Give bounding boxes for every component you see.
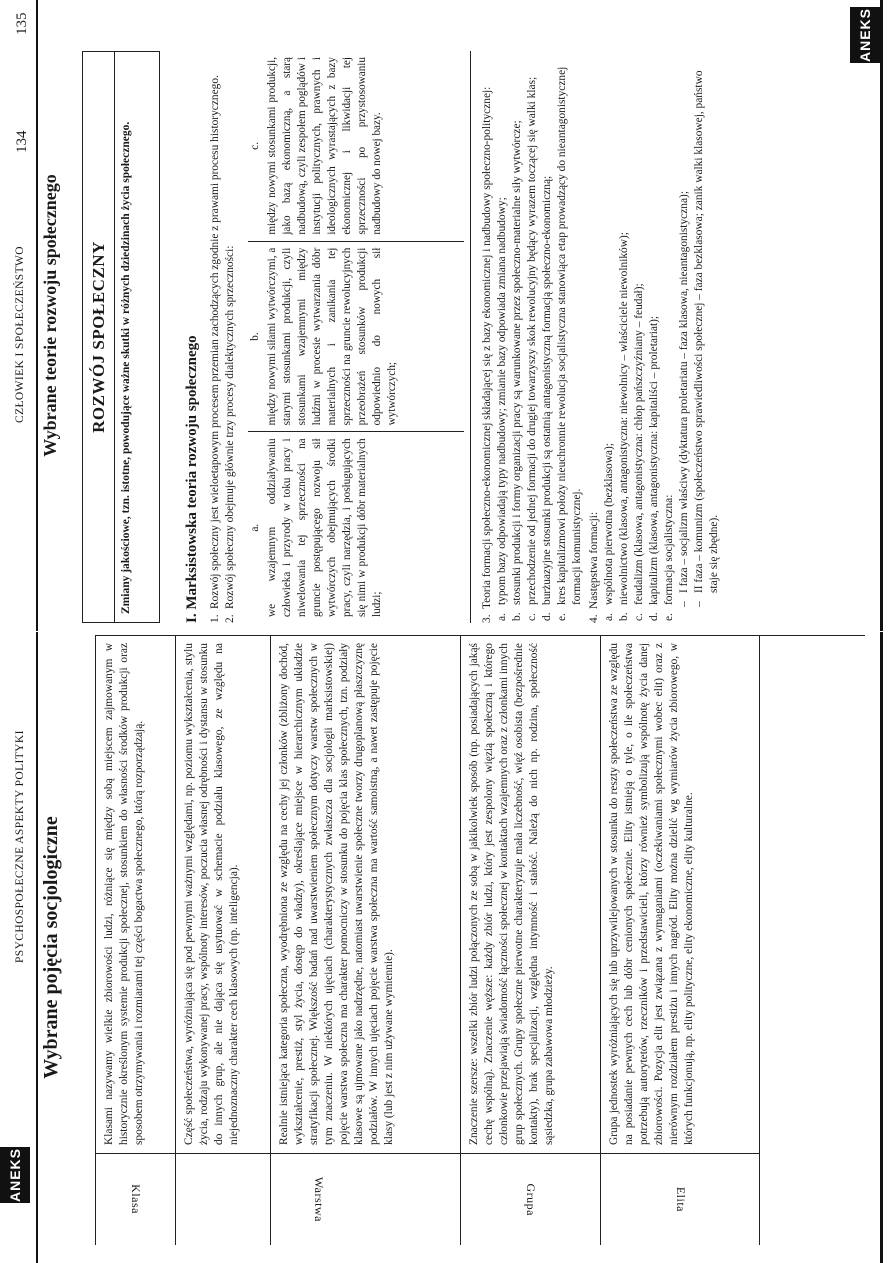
row-elita: [600, 635, 760, 1245]
point-3: 3. Teoria formacji społeczno-ekonomicznej składającej się z bazy ekonomicznej i nadbudowy społeczno-politycznej:: [481, 86, 493, 623]
row-text-warstwa-2: Realnie istniejąca kategoria społeczna, wyodrębniona ze względu na cechy jej członków (zbliżony dochód, wykształcenie, prestiż, styl życia, dostęp do władzy), określające miejsce w hierarchicznym układzie stratyfikacji społecznej. Większość badań nad uwarstwieniem społecznym dotyczy warstw społecznych w tym znaczeniu. W niektórych ujęciach (charakterystycznych zwłaszcza dla socjologii marksistowskiej) pojęcie warstwa społeczna ma charakter pomocniczy w stosunku do pojęcia klas społecznych, tzn. podziały klasowe są ujmowane jako nadrzędne, natomiast uwarstwienie społeczne tworzy drugoplanową płaszczyznę podziałów. W innych ujęciach pojęcie warstwa społeczna ma wartość samoistną, a nawet zastępuje pojęcie klasy (lub jest z nim używane wymiennie).: [278, 643, 395, 1145]
points-3-4: [480, 51, 722, 623]
process-b: b. między nowymi siłami wytwórczymi, a starymi stosunkami produkcji, czyli stosunkami wzajemnymi między ludźmi w procesie wytwarzania dóbr materialnych i zanikania tej sprzeczności na gruncie rewolucyjnych przeobrażeń stosunków produkcji odpowiednio do nowych sił wytwórczych;: [248, 242, 464, 433]
row-klasa: [95, 635, 175, 1245]
row-label-elita: Elita: [601, 1153, 759, 1245]
row-label-warstwa: Warstwa: [176, 1153, 461, 1245]
aneks-tab-left: ANEKS: [0, 1147, 30, 1203]
row-text-grupa: Znaczenie szersze: wszelki zbiór ludzi połączonych ze sobą w jakikolwiek sposób (np. posiadających jakąś cechę wspólną). Znaczenie węższe: każdy zbiór ludzi, który jest zespolony więzią społeczną i którego członkowie przejawiają świadomość łączności społecznej w kontaktach wzajemnych oraz z członkami innych grup społecznych. Grupy społeczne pierwotne charakteryzuje mała liczebność, więź osobista (bezpośrednie kontakty), brak specjalizacji, względna intymność i stałość. Należą do nich np. rodzina, społeczność sąsiedzka, grupa zabawowa młodzieży.: [468, 643, 555, 1145]
point-1: 1. Rozwój społeczny jest wieloetapowym procesem przemian zachodzących zgodnie z prawami procesu historycznego.: [209, 75, 221, 623]
point-3-b: b. stosunki produkcji i formy organizacji pracy są warunkowane przez społeczno-materialne siły wytwórcze;: [511, 120, 523, 621]
process-a: a. we wzajemnym oddziaływaniu człowieka i przyrody w toku pracy i niwelowania tej sprzeczności na gruncie postępującego rozwoju sił wytwórczych obejmujących środki pracy, czyli narzędzia, i posługujących się nimi w produkcji dóbr materialnych ludzi;: [249, 438, 383, 617]
rozwoj-heading: ROZWÓJ SPOŁECZNY: [83, 52, 115, 622]
phase-1: – I faza – socjalizm właściwy (dyktatura proletariatu – faza klasowa, nieantagonistyczna);: [678, 191, 690, 607]
point-3-e: e. kres kapitalizmowi położy nieuchronnie rewolucja socjalistyczna stanowiąca etap prowadzący do nieantagonistycznej formacji komunistycznej.: [556, 66, 583, 621]
point-4-b: b. niewolnictwo (klasowa, antagonistyczna: niewolnicy – właściciele niewolników);: [618, 232, 630, 621]
page-title-right: Wybrane teorie rozwoju społecznego: [40, 174, 60, 457]
row-label-klasa: Klasa: [96, 1153, 175, 1245]
page-number-right: 135: [14, 12, 30, 35]
point-3-c: c. przechodzenie od jednej formacji do drugiej towarzyszy skok rewolucyjny będący wyrazem toczącej się walki klas;: [526, 76, 538, 621]
row-text-klasa: Klasami nazywamy wielkie zbiorowości ludzi, różniące się między sobą miejscem zajmowanym w historycznie określonym systemie produkcji społecznej, stosunkiem do własności środków produkcji oraz sposobem otrzymywania i rozmiarami tej części bogactwa społecznego, którą rozporządzają.: [103, 643, 145, 1145]
point-3-d: d. burżuazyjne stosunki produkcji są ostatnią antagonistyczną formacją społeczno-ekonomiczną;: [541, 175, 553, 621]
aneks-tab-right: ANEKS: [850, 7, 880, 63]
processes-divider: [470, 51, 471, 623]
point-3-a: a. typom bazy odpowiadają typy nadbudowy; zmianie bazy odpowiada zmiana nadbudowy;: [496, 197, 508, 621]
point-4-a: a. wspólnota pierwotna (bezklasowa);: [603, 443, 615, 621]
bottom-rule-left: [880, 632, 883, 1263]
phase-2: – II faza – komunizm (społeczeństwo sprawiedliwości społecznej – faza bezklasowa; zanik walki klasowej, państwo staje się zbędne).: [693, 70, 720, 607]
row-text-warstwa-1: Część społeczeństwa, wyróżniająca się pod pewnymi ważnymi względami, np. poziomu wykształcenia, stylu życia, rodzaju wykonywanej pracy, wspólnoty interesów, poczucia własnej odrębności i dystansu w stosunku do innych grup, ale nie dająca się usytuować w schemacie podziału klasowego, ze względu na niejednoznaczny charakter cech klasowych (np. inteligencja).: [183, 643, 240, 1145]
top-rule-right: [36, 0, 38, 631]
row-text-elita: Grupa jednostek wyróżniających się lub uprzywilejowanych w stosunku do reszty społeczeństwa ze względu na posiadanie pewnych cech lub dóbr cenionych społecznie. Elity istnieją o tyle, o ile społeczeństwa potrzebują autorytetów, rzeczników i przedstawicieli, którzy również symbolizują wspólnotę życia danej zbiorowości. Pozycja elit jest związana z wymaganiami (oczekiwaniami społecznymi wobec elit) oraz z nierównym rozdziałem prestiżu i innych nagród. Elity można dzielić wg wymiarów życia zbiorowego, w których funkcjonują, np. elity polityczne, elity ekonomiczne, elity kulturalne.: [608, 643, 695, 1145]
page-number-left: 134: [14, 130, 30, 153]
running-head-left: PSYCHOSPOŁECZNE ASPEKTY POLITYKI: [14, 730, 26, 963]
row-grupa: [460, 635, 600, 1245]
bottom-rule-right: [880, 0, 883, 631]
processes-table: [248, 51, 464, 623]
rozwoj-spoleczny-box: [82, 51, 160, 623]
definitions-grid: [95, 635, 865, 1245]
process-c: c. między nowymi stosunkami produkcji, jako bazą ekonomiczną, a starą nadbudową, czyli zespołem poglądów i instytucji politycznych, prawnych i ideologicznych wyrastających z bazy ekonomicznej i likwidacji tej sprzeczności po przystosowaniu nadbudowy do nowej bazy.: [248, 51, 464, 242]
row-label-grupa: Grupa: [461, 1153, 600, 1245]
point-4-e: e. formacja socjalistyczna:: [663, 494, 675, 621]
row-warstwa-2: [270, 635, 460, 1245]
top-rule-left: [36, 632, 38, 1263]
point-4-c: c. feudalizm (klasowa, antagonistyczna: chłop pańszczyźniany – feudał);: [633, 283, 645, 621]
running-head-right: CZŁOWIEK I SPOŁECZEŃSTWO: [14, 246, 26, 423]
points-1-2: [208, 51, 238, 623]
page-title-left: Wybrane pojęcia socjologiczne: [40, 816, 62, 1079]
point-2: 2. Rozwój społeczny obejmuje głównie trzy procesy dialektycznych sprzeczności:: [224, 245, 236, 623]
section-title: I. Marksistowska teoria rozwoju społecznego: [184, 335, 200, 623]
point-4: 4. Następstwa formacji:: [588, 511, 600, 623]
point-4-d: d. kapitalizm (klasowa, antagonistyczna: kapitaliści – proletariat);: [648, 315, 660, 621]
rozwoj-definition: Zmiany jakościowe, tzn. istotne, powodujące ważne skutki w różnych dziedzinach życia społecznego.: [120, 121, 132, 614]
